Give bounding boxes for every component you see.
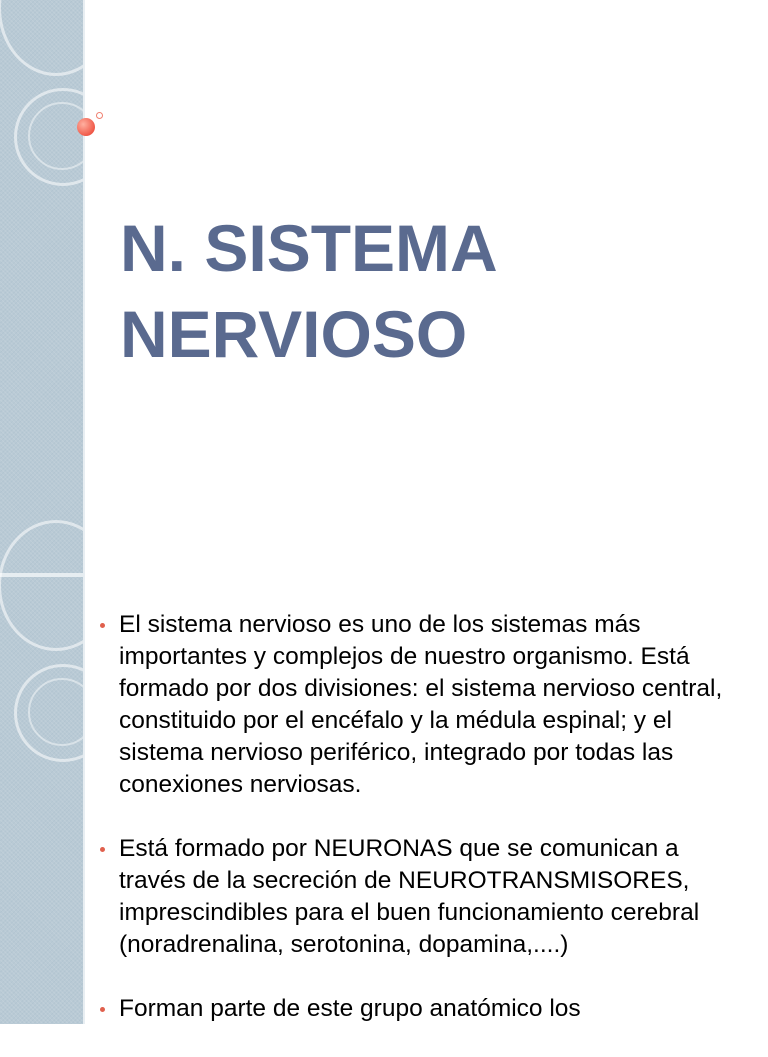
bullet-text: Está formado por NEURONAS que se comunican a través de la secreción de NEUROTRANSMISORES, imprescindibles para el buen funcionamiento cerebral (noradrenalina, serotonina, dopamina,....): [119, 835, 700, 958]
bullet-icon: [100, 847, 105, 852]
bullet-list: [98, 609, 748, 1057]
list-item: [98, 993, 748, 1025]
bullet-icon: [100, 623, 105, 628]
decorative-ring-lower-top: [0, 520, 85, 651]
list-item: [98, 609, 748, 801]
sidebar-edge: [83, 0, 85, 1024]
slide-title: [120, 205, 740, 377]
small-circle-icon: [96, 112, 103, 119]
bullet-text: El sistema nervioso es uno de los sistemas más importantes y complejos de nuestro organismo. Está formado por dos divisiones: el sistema nervioso central, constituido por el encéfalo y la médula espinal; y el sistema nervioso periférico, integrado por todas las conexiones nerviosas.: [119, 611, 723, 798]
list-item: [98, 833, 748, 961]
bullet-icon: [100, 1007, 105, 1012]
accent-dot-icon: [77, 118, 95, 136]
decorative-ring-top: [0, 0, 85, 76]
title-line-1: N. SISTEMA: [120, 211, 498, 285]
bullet-text: Forman parte de este grupo anatómico los: [119, 995, 581, 1022]
title-line-2: NERVIOSO: [120, 297, 468, 371]
decorative-sidebar: [0, 0, 85, 1024]
